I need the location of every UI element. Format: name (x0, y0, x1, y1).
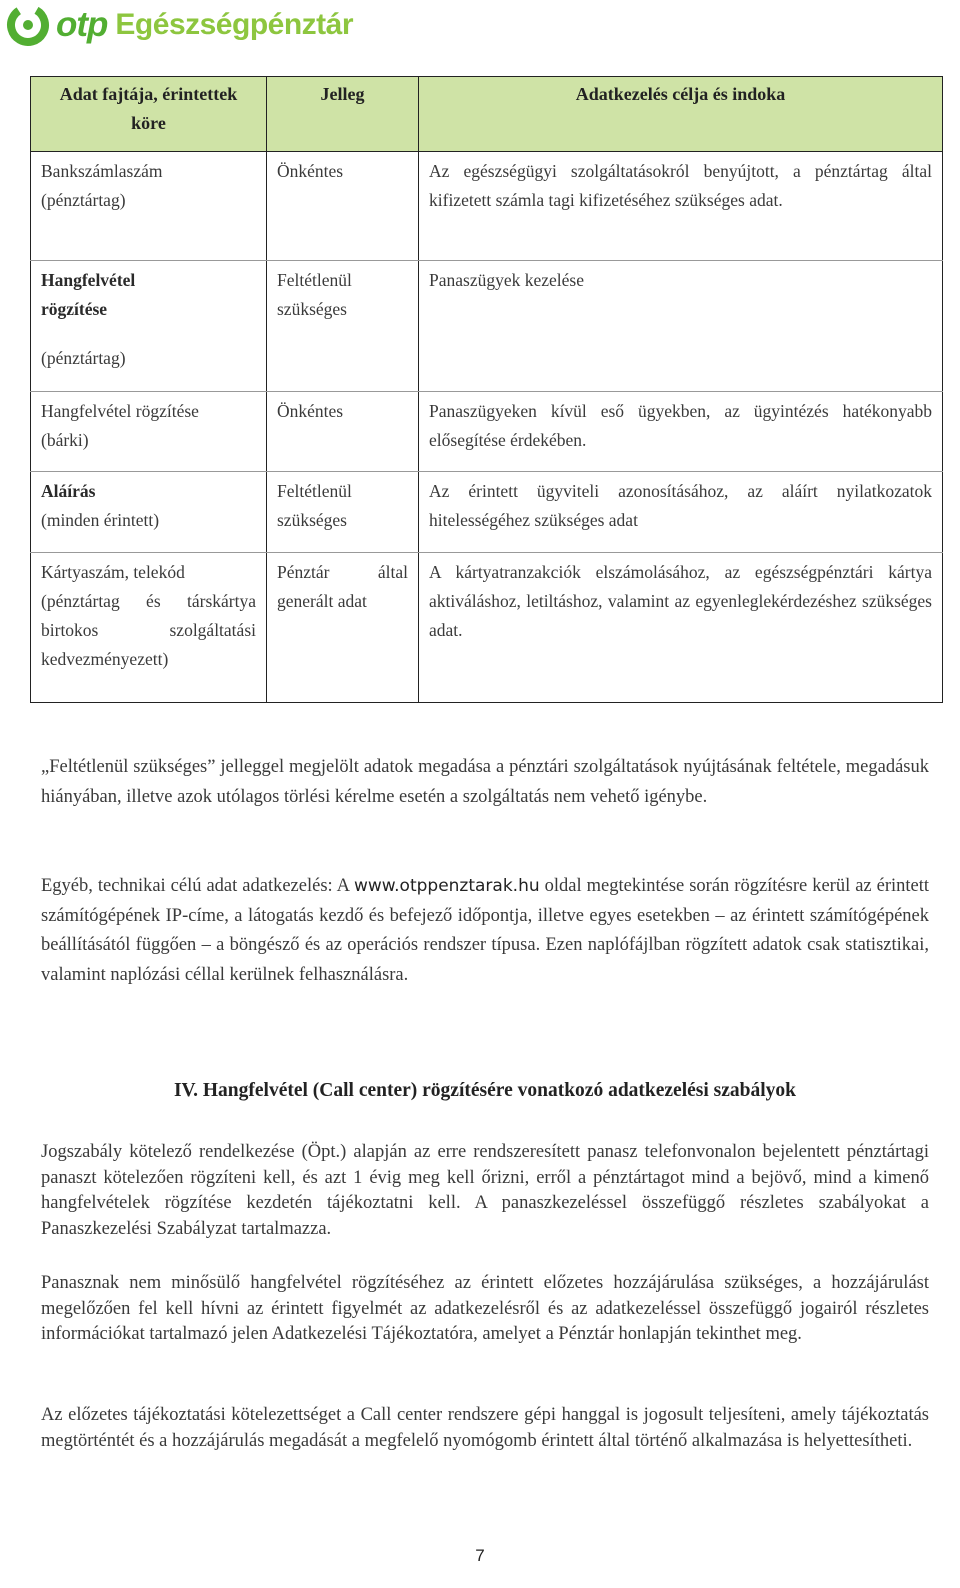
column-header-data-type (31, 77, 267, 152)
paragraph-prior-notice: Az előzetes tájékoztatási kötelezettséget a Call center rendszere gépi hanggal is jogosult teljesíteni, amely tájékoztatás megtörténtét és a hozzájárulás megadását a megfelelő nyomógomb érintett által történő alkalmazása is helyettesítheti. (41, 1405, 929, 1451)
cell-nature: Önkéntes (267, 392, 419, 472)
data-processing-table (30, 76, 943, 703)
column-header-nature-label: Jelleg (320, 84, 365, 104)
otp-logo-icon (6, 3, 50, 47)
data-type-main: Hangfelvétel rögzítése (41, 270, 136, 319)
cell-nature: Pénztár által generált adat (267, 553, 419, 703)
website-link[interactable]: www.otppenztarak.hu (353, 876, 540, 896)
table-row (31, 472, 943, 553)
page-number: 7 (475, 1546, 485, 1565)
section-heading: IV. Hangfelvétel (Call center) rögzítésére vonatkozó adatkezelési szabályok (173, 1080, 797, 1101)
data-type-main: Kártyaszám, telekód (41, 562, 185, 582)
otp-logo (6, 2, 353, 48)
cell-data-type (31, 472, 267, 553)
column-header-purpose-label: Adatkezelés célja és indoka (575, 84, 786, 104)
cell-purpose: A kártyatranzakciók elszámolásához, az egészségpénztári kártya aktiváláshoz, letiltáshoz, valamint az egyenleglekérdezéshez szükséges adat. (419, 553, 943, 703)
paragraph-required-data: „Feltétlenül szükséges” jelleggel megjelölt adatok megadása a pénztári szolgáltatások nyújtásának feltétele, megadásuk hiányában, illetve azok utólagos törlési kérelme esetén a szolgáltatás nem vehető igénybe. (41, 757, 929, 807)
table-row (31, 152, 943, 261)
paragraph-legal-requirement: Jogszabály kötelező rendelkezése (Öpt.) alapján az erre rendszeresített panasz telefonvonalon bejelentett pénztártagi panaszt kötelezően rögzíteni kell, és azt 1 évig meg kell őrizni, erről a pénztártagot mind a bejövő, mind a kimenő hangfelvételek rögzítése kezdetén tájékoztatni kell. A panaszkezeléssel összefüggő részletes szabályokat a Panaszkezelési Szabályzat tartalmazza. (41, 1142, 929, 1239)
table-row (31, 553, 943, 703)
paragraph-technical-data-rest: oldal megtekintése során rögzítésre kerül az érintett számítógépének IP-címe, a látogatás kezdő és befejező időpontja, illetve egyes esetekben – az érintett számítógépének beállításától függően – a böngésző és az operációs rendszer típusa. Ezen naplófájlban rögzített adatok csak statisztikai, valamint naplózási céllal kerülnek felhasználásra. (41, 876, 930, 986)
cell-nature: Feltétlenül szükséges (267, 472, 419, 553)
paragraph-technical-data-intro: Egyéb, technikai célú adat adatkezelés: A (41, 876, 349, 896)
data-type-sub: (pénztártag) (41, 190, 126, 210)
table-row (31, 261, 943, 392)
cell-purpose: Panaszügyek kezelése (419, 261, 943, 392)
product-name: Egészségpénztár (115, 8, 354, 41)
data-type-main: Hangfelvétel rögzítése (41, 401, 199, 421)
column-header-nature (267, 77, 419, 152)
column-header-purpose (419, 77, 943, 152)
paragraph-consent: Panasznak nem minősülő hangfelvétel rögzítéséhez az érintett előzetes hozzájárulása szükséges, a hozzájárulást megelőzően fel kell hívni az érintett figyelmét az adatkezelésről és az adatkezeléssel összefüggő jogairól részletes információkat tartalmazó jelen Adatkezelési Tájékoztatóra, amelyet a Pénztár honlapján tekinthet meg. (41, 1273, 929, 1345)
table-header-row (31, 77, 943, 152)
data-type-sub: (minden érintett) (41, 510, 160, 530)
cell-purpose: Az egészségügyi szolgáltatásokról benyújtott, a pénztártag által kifizetett számla tagi kifizetéséhez szükséges adat. (419, 152, 943, 261)
paragraph-technical-data (41, 872, 929, 991)
brand-name: otp (56, 5, 108, 44)
cell-purpose: Panaszügyeken kívül eső ügyekben, az ügyintézés hatékonyabb elősegítése érdekében. (419, 392, 943, 472)
cell-nature: Önkéntes (267, 152, 419, 261)
cell-data-type (31, 152, 267, 261)
table-row (31, 392, 943, 472)
cell-data-type (31, 392, 267, 472)
cell-purpose: Az érintett ügyviteli azonosításához, az aláírt nyilatkozatok hitelességéhez szükséges adat (419, 472, 943, 553)
cell-data-type (31, 553, 267, 703)
cell-data-type (31, 261, 267, 392)
data-type-sub: (bárki) (41, 430, 89, 450)
cell-nature: Feltétlenül szükséges (267, 261, 419, 392)
data-type-main: Bankszámlaszám (41, 161, 163, 181)
data-type-main: Aláírás (41, 481, 96, 501)
column-header-data-type-label: Adat fajtája, érintettek köre (59, 84, 238, 133)
data-type-sub: (pénztártag) (41, 348, 126, 368)
data-type-sub: (pénztártag és társkártya birtokos szolgáltatási kedvezményezett) (41, 591, 256, 669)
